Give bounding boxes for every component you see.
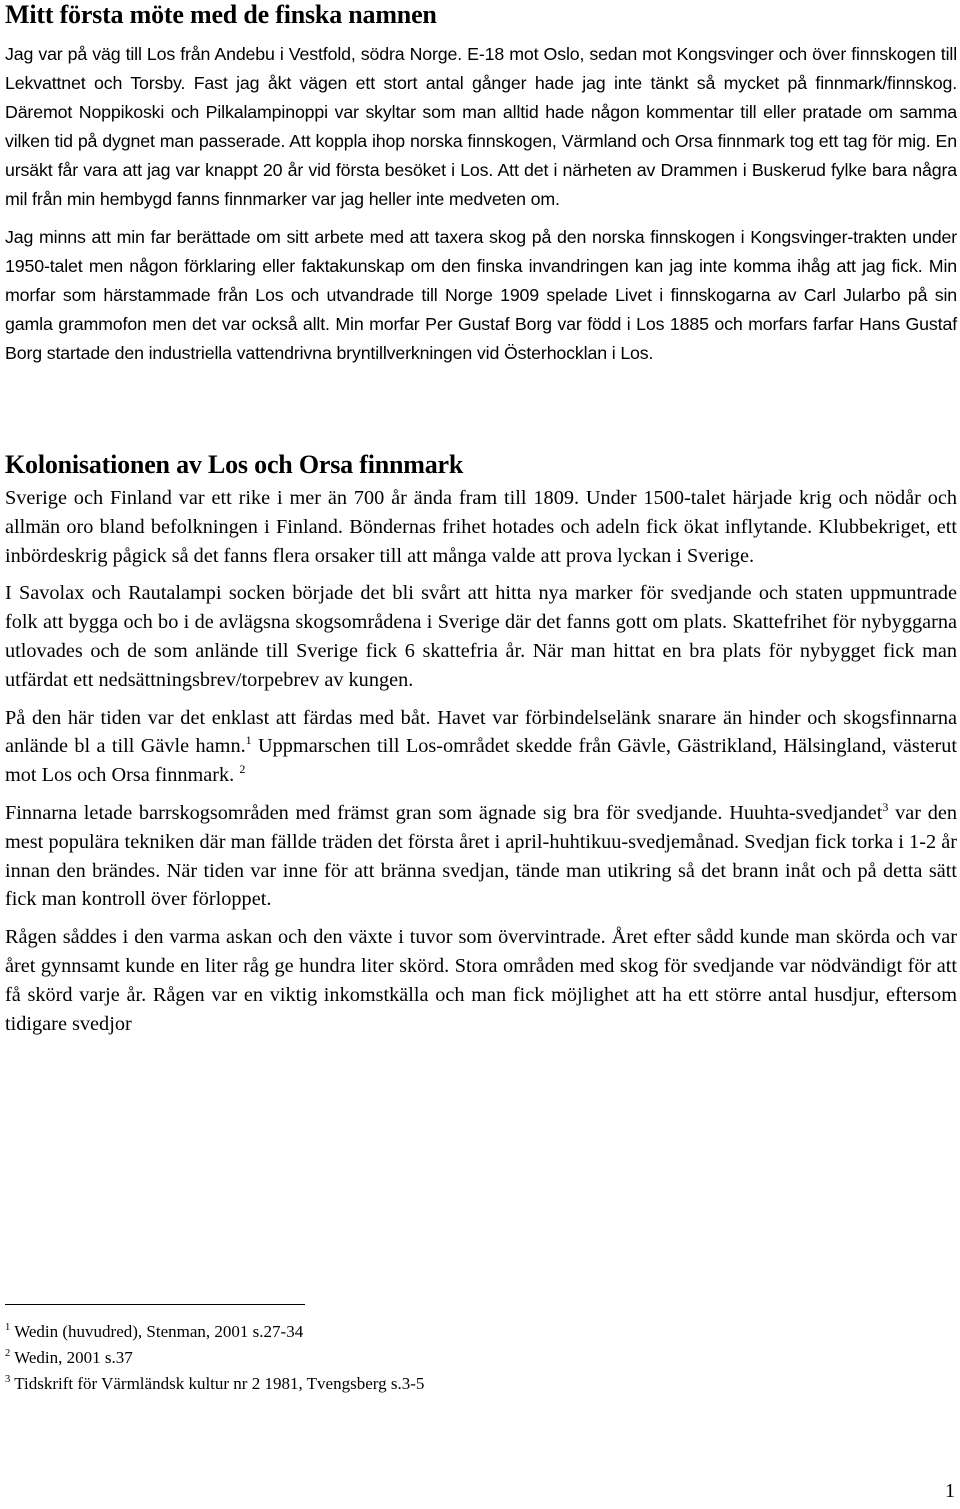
paragraph: Rågen såddes i den varma askan och den växte i tuvor som övervintrade. Året efter sådd kunde man skörda och var året gynnsamt kunde en liter råg ge hundra liter skörd. Stora områden med skog för svedjande var nödvändigt för att få skörd varje år. Rågen var en viktig inkomstkälla och man fick möjlighet att ha ett större antal husdjur, eftersom tidigare svedjor xyxy=(5,926,957,1035)
section-heading: Mitt första möte med de finska namnen xyxy=(5,0,437,29)
paragraph xyxy=(5,799,957,914)
footnote xyxy=(5,1345,905,1371)
paragraph: Sverige och Finland var ett rike i mer än 700 år ända fram till 1809. Under 1500-talet härjade krig och nödår och allmän oro bland befolkningen i Finland. Böndernas frihet hotades och adeln fick ökat inflytande. Klubbekriget, ett inbördeskrig pågick så det fanns flera orsaker till att många valde att prova lyckan i Sverige. xyxy=(5,487,957,567)
paragraph-text: Finnarna letade barrskogsområden med främst gran som ägnade sig bra för svedjande. Huuhta-svedjandet xyxy=(5,801,883,824)
footnote-number: 1 xyxy=(5,1322,11,1333)
paragraph: Jag minns att min far berättade om sitt arbete med att taxera skog på den norska finnskogen i Kongsvinger-trakten under 1950-talet men någon förklaring eller faktakunskap om den finska invandringen kan jag inte komma ihåg att jag fick. Min morfar som härstammade från Los och utvandrade till Norge 1909 spelade Livet i finnskogarna av Carl Jularbo på sin gamla grammofon men det var också allt. Min morfar Per Gustaf Borg var född i Los 1885 och morfars farfar Hans Gustaf Borg startade den industriella vattendrivna bryntillverkningen vid Österhocklan i Los. xyxy=(5,227,957,363)
section-heading: Kolonisationen av Los och Orsa finnmark xyxy=(5,450,464,479)
footnote-reference[interactable]: 1 xyxy=(245,733,252,748)
footnote-number: 3 xyxy=(5,1374,11,1385)
paragraph: I Savolax och Rautalampi socken började det bli svårt att hitta nya marker för svedjande och staten uppmuntrade folk att bygga och bo i de avlägsna skogsområdena i Sverige där det fanns gott om plats. Skattefrihet för nybyggarna utlovades och de som anlände till Sverige fick 6 skattefria år. När man hittat en bra plats för nybygget fick man utfärdat ett nedsättningsbrev/torpebrev av kungen. xyxy=(5,582,957,691)
footnote xyxy=(5,1371,905,1397)
paragraph-text: Uppmarschen till Los-området skedde från Gävle, Gästrikland, Hälsingland, västerut mot Los och Orsa finnmark. xyxy=(5,735,957,787)
footnote-number: 2 xyxy=(5,1348,11,1359)
footnote-reference[interactable]: 3 xyxy=(882,799,889,814)
paragraph-text: var den mest populära tekniken där man fällde träden det första året i april-huhtikuu-svedjemånad. Svedjan fick torka i 1-2 år innan den brändes. När tiden var inne för att bränna svedjan, tände man utikring så det brann inåt och på detta sätt fick man kontroll över förloppet. xyxy=(5,801,957,911)
footnotes xyxy=(5,1319,905,1397)
document-page xyxy=(5,0,957,1038)
section-first-meeting xyxy=(5,0,957,368)
section-colonisation xyxy=(5,450,957,1038)
footnote-separator xyxy=(5,1304,305,1305)
footnote-reference[interactable]: 2 xyxy=(239,762,246,777)
footnote-text: Wedin (huvudred), Stenman, 2001 s.27-34 xyxy=(10,1322,304,1341)
footnote xyxy=(5,1319,905,1345)
page-number: 1 xyxy=(945,1480,955,1502)
footnote-text: Wedin, 2001 s.37 xyxy=(10,1348,133,1367)
paragraph: Jag var på väg till Los från Andebu i Vestfold, södra Norge. E-18 mot Oslo, sedan mot Kongsvinger och över finnskogen till Lekvattnet och Torsby. Fast jag åkt vägen ett stort antal gånger hade jag inte tänkt så mycket på finnmark/finnskog. Däremot Noppikoski och Pilkalampinoppi var skyltar som man alltid hade någon kommentar till eller pratade om samma vilken tid på dygnet man passerade. Att koppla ihop norska finnskogen, Värmland och Orsa finnmark tog ett tag för mig. En ursäkt får vara att jag var knappt 20 år vid första besöket i Los. Att det i närheten av Drammen i Buskerud fylke bara några mil från min hembygd fanns finnmarker var jag heller inte medveten om. xyxy=(5,44,957,209)
footnote-text: Tidskrift för Värmländsk kultur nr 2 1981, Tvengsberg s.3-5 xyxy=(10,1374,425,1393)
paragraph xyxy=(5,704,957,790)
paragraph-text: På den här tiden var det enklast att färdas med båt. Havet var förbindelselänk snarare än hinder och skogsfinnarna anlände bl a till Gävle hamn. xyxy=(5,706,957,758)
